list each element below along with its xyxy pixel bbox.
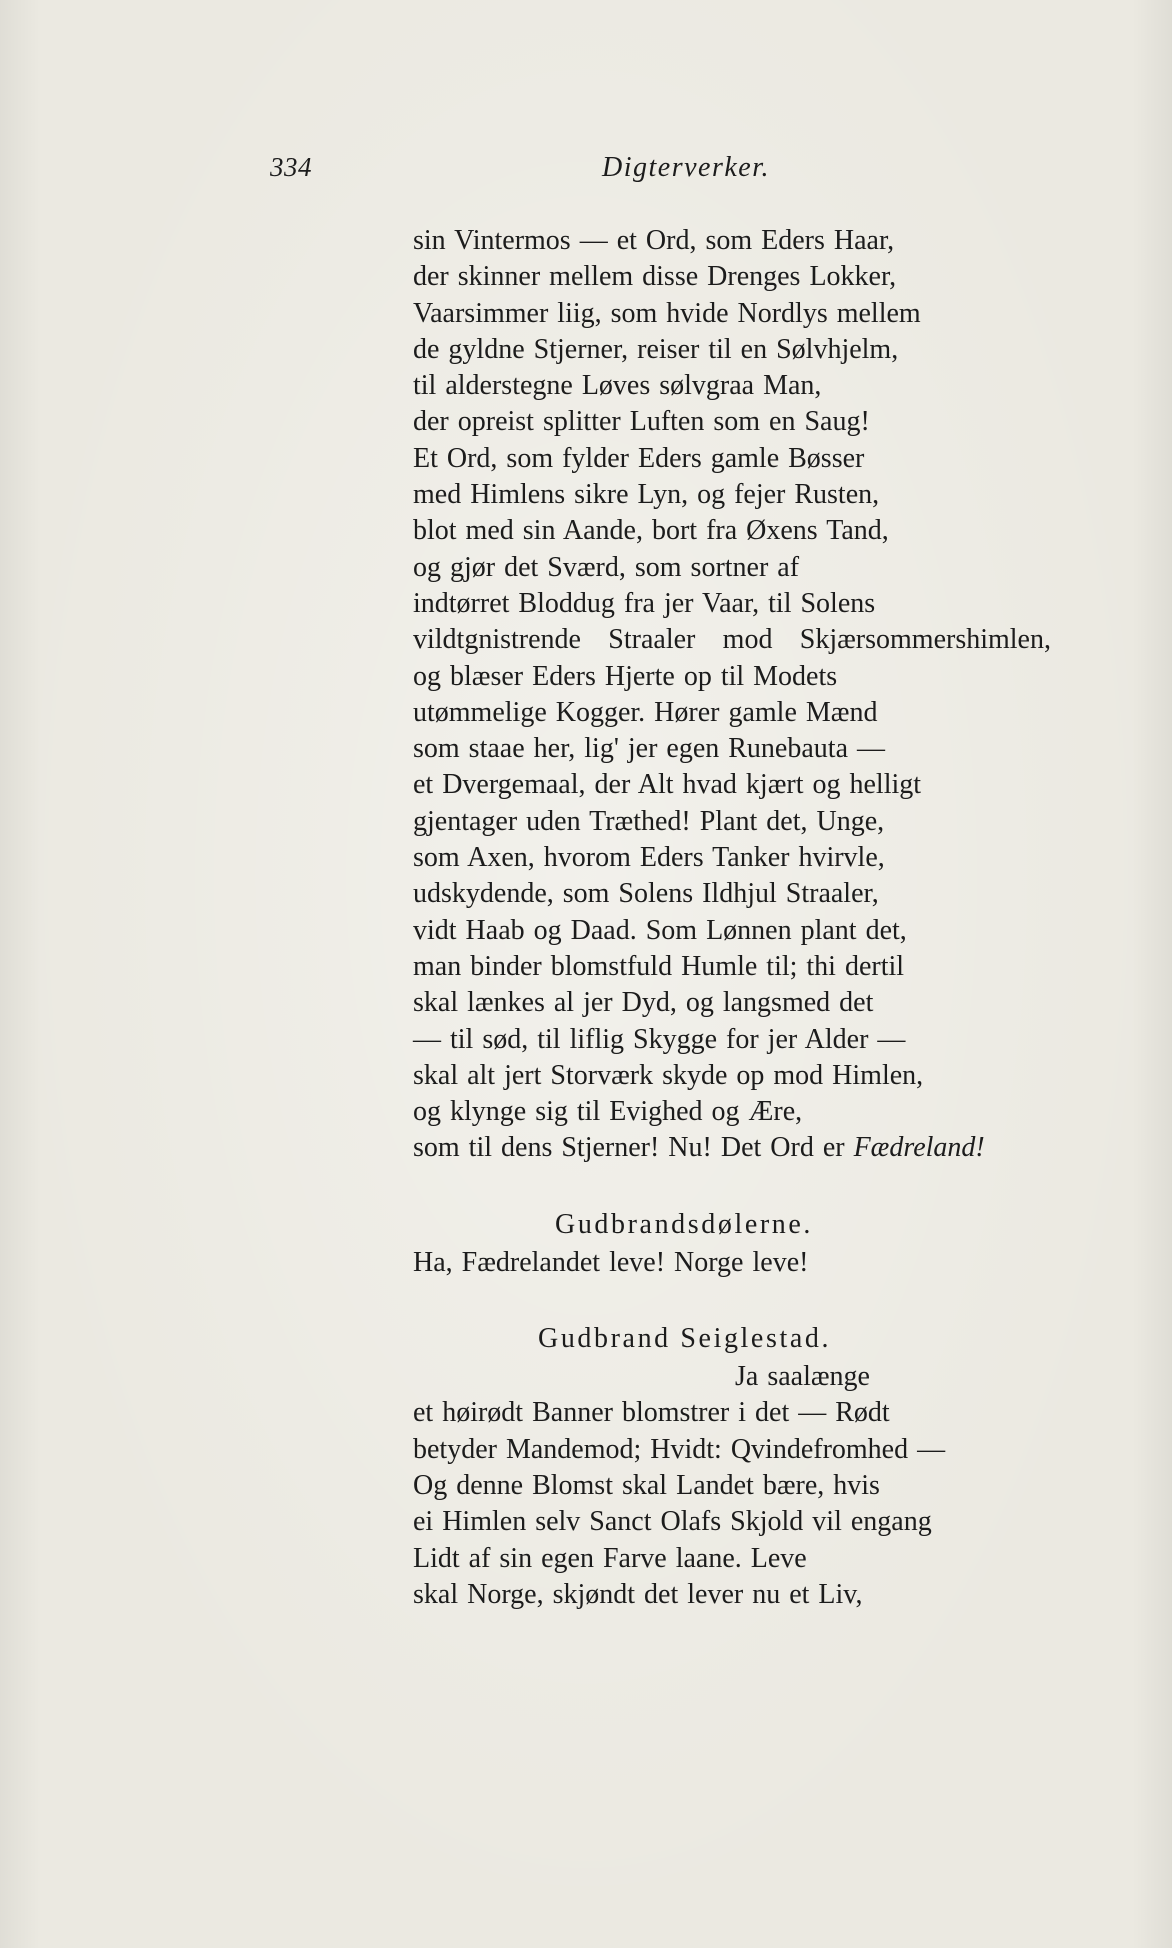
speech-line-indented: Ja saalænge (735, 1361, 870, 1393)
running-title: Digterverker. (602, 152, 771, 183)
speaker-label: Gudbrandsdølerne. (555, 1208, 814, 1240)
verse-line: med Himlens sikre Lyn, og fejer Rusten, (413, 479, 880, 511)
verse-line: skal lænkes al jer Dyd, og langsmed det (413, 987, 874, 1019)
verse-line-final-text: som til dens Stjerner! Nu! Det Ord er (413, 1132, 845, 1164)
verse-line: der opreist splitter Luften som en Saug! (413, 406, 870, 438)
verse-text (413, 223, 1063, 1613)
verse-stanza-2 (413, 1395, 1063, 1613)
verse-line: udskydende, som Solens Ildhjul Straaler, (413, 878, 879, 910)
verse-line: og blæser Eders Hjerte op til Modets (413, 660, 838, 692)
verse-line: Og denne Blomst skal Landet bære, hvis (413, 1469, 880, 1501)
verse-line: der skinner mellem disse Drenges Lokker, (413, 261, 897, 293)
verse-line-final (413, 1130, 1063, 1166)
verse-line: og gjør det Sværd, som sortner af (413, 551, 800, 583)
verse-line: og klynge sig til Evighed og Ære, (413, 1096, 803, 1128)
speech-line: Ha, Fædrelandet leve! Norge leve! (413, 1246, 809, 1278)
verse-line: Lidt af sin egen Farve laane. Leve (413, 1542, 807, 1574)
verse-stanza-1 (413, 223, 1063, 1130)
page-number: 334 (270, 152, 312, 182)
verse-line: Et Ord, som fylder Eders gamle Bøsser (413, 442, 865, 474)
verse-line: sin Vintermos — et Ord, som Eders Haar, (413, 225, 895, 256)
verse-line: skal alt jert Storværk skyde op mod Himlen, (413, 1059, 924, 1091)
verse-line: vildtgnistrende Straaler mod Skjærsommershimlen, (413, 624, 1051, 656)
speaker-label: Gudbrand Seiglestad. (538, 1323, 832, 1355)
emphasis-word: Fædreland! (853, 1132, 985, 1164)
verse-line: man binder blomstfuld Humle til; thi dertil (413, 950, 905, 982)
verse-line: gjentager uden Træthed! Plant det, Unge, (413, 805, 885, 837)
verse-line: blot med sin Aande, bort fra Øxens Tand, (413, 515, 889, 547)
running-head (0, 152, 1172, 192)
verse-line: Vaarsimmer liig, som hvide Nordlys mellem (413, 297, 921, 329)
verse-line: — til sød, til liflig Skygge for jer Alder — (413, 1023, 906, 1055)
verse-line: betyder Mandemod; Hvidt: Qvindefromhed — (413, 1433, 946, 1465)
verse-line: vidt Haab og Daad. Som Lønnen plant det, (413, 914, 907, 946)
verse-line: ei Himlen selv Sanct Olafs Skjold vil engang (413, 1506, 932, 1538)
verse-line: skal Norge, skjøndt det lever nu et Liv, (413, 1578, 863, 1610)
verse-line: utømmelige Kogger. Hører gamle Mænd (413, 696, 878, 728)
verse-line: som Axen, hvorom Eders Tanker hvirvle, (413, 842, 885, 874)
spacer (413, 1167, 1063, 1205)
verse-line: til alderstegne Løves sølvgraa Man, (413, 370, 822, 402)
verse-line: de gyldne Stjerner, reiser til en Sølvhjelm, (413, 333, 899, 365)
spacer (413, 1281, 1063, 1319)
verse-line: et høirødt Banner blomstrer i det — Rødt (413, 1397, 890, 1429)
verse-line: et Dvergemaal, der Alt hvad kjært og helligt (413, 769, 922, 801)
verse-line: indtørret Bloddug fra jer Vaar, til Solens (413, 587, 876, 619)
verse-line: som staae her, lig' jer egen Runebauta — (413, 733, 885, 765)
